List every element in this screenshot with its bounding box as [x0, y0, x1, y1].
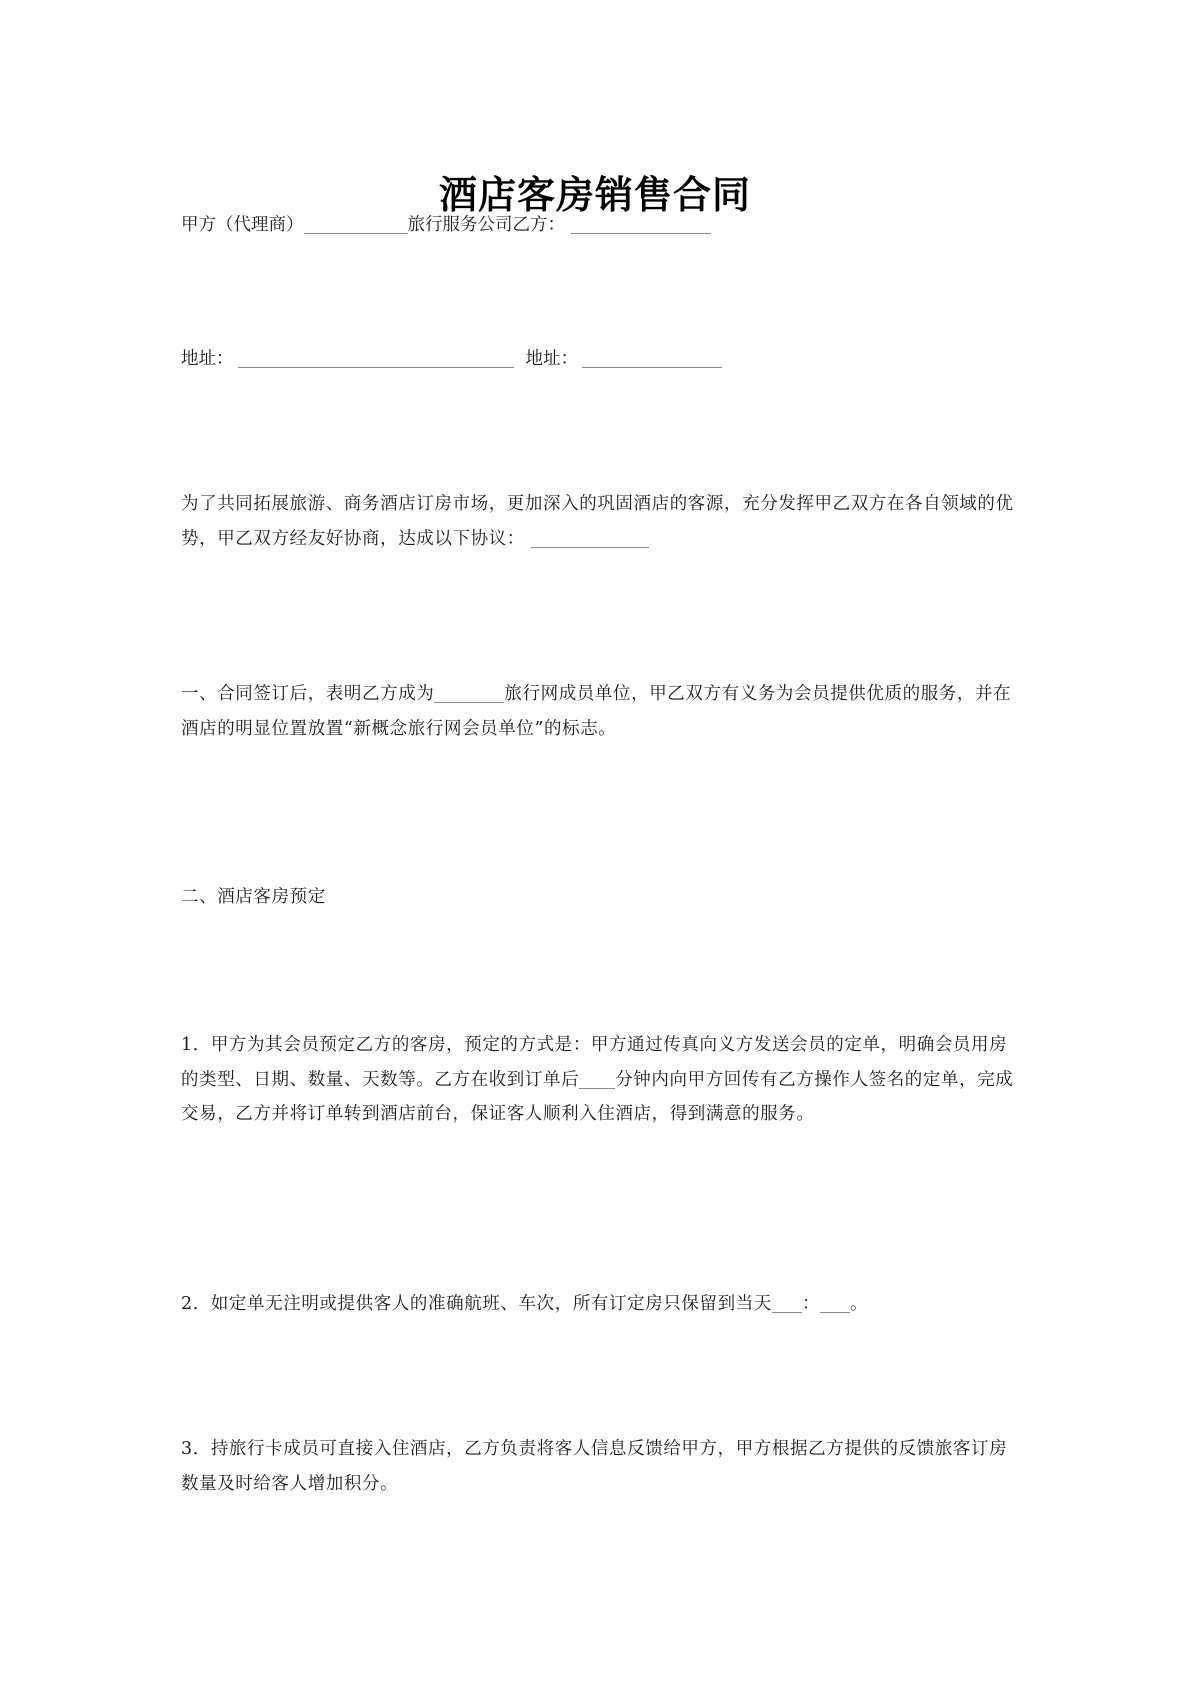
document-title: 酒店客房销售合同	[438, 172, 751, 217]
address-a-label: 地址：	[181, 349, 234, 369]
item-1-text-before: 1．甲方为其会员预定乙方的客房，预定的方式是：甲方通过传真向义方发送会员的定单，明确会员用房的类型、日期、数量、天数等。乙方在收到订单后	[181, 1035, 1008, 1090]
preamble-text: 为了共同拓展旅游、商务酒店订房市场，更加深入的巩固酒店的客源，充分发挥甲乙双方在各自领域的优势，甲乙双方经友好协商，达成以下协议：	[181, 494, 1014, 549]
address-b-blank[interactable]	[582, 349, 722, 368]
party-a-name-blank[interactable]	[304, 215, 408, 234]
clause-1-paragraph	[181, 677, 1021, 746]
preamble-blank[interactable]	[531, 529, 649, 548]
item-2-minute-blank[interactable]	[820, 1294, 850, 1313]
parties-line	[181, 208, 1021, 242]
item-1-minutes-blank[interactable]	[579, 1070, 615, 1089]
section-2-item-1	[181, 1028, 1021, 1132]
address-line	[181, 342, 1021, 376]
section-2-item-3: 3．持旅行卡成员可直接入住酒店，乙方负责将客人信息反馈给甲方，甲方根据乙方提供的反馈旅客订房数量及时给客人增加积分。	[181, 1439, 1008, 1494]
address-b-label: 地址：	[525, 349, 578, 369]
party-a-label: 甲方（代理商）	[181, 215, 304, 235]
section-2-item-2	[181, 1287, 1021, 1322]
clause-1-text-after: 旅行网成员单位，甲乙双方有义务为会员提供优质的服务，并在酒店的明显位置放置“新概念旅行网会员单位”的标志。	[181, 684, 1012, 739]
clause-1-text-before: 一、合同签订后，表明乙方成为	[181, 684, 435, 704]
party-a-suffix: 旅行服务公司乙方：	[407, 215, 565, 235]
item-2-separator: ：	[801, 1294, 821, 1314]
item-2-hour-blank[interactable]	[772, 1294, 802, 1313]
item-1-text-after: 分钟内向甲方回传有乙方操作人签名的定单，完成交易，乙方并将订单转到酒店前台，保证客人顺利入住酒店，得到满意的服务。	[181, 1069, 1014, 1124]
clause-1-blank[interactable]	[434, 684, 504, 703]
party-b-name-blank[interactable]	[571, 215, 711, 234]
address-a-blank[interactable]	[238, 349, 514, 368]
item-2-end: 。	[850, 1294, 869, 1314]
section-2-heading: 二、酒店客房预定	[181, 887, 326, 907]
item-2-text: 2．如定单无注明或提供客人的准确航班、车次，所有订定房只保留到当天	[181, 1294, 772, 1314]
preamble-paragraph	[181, 487, 1021, 556]
